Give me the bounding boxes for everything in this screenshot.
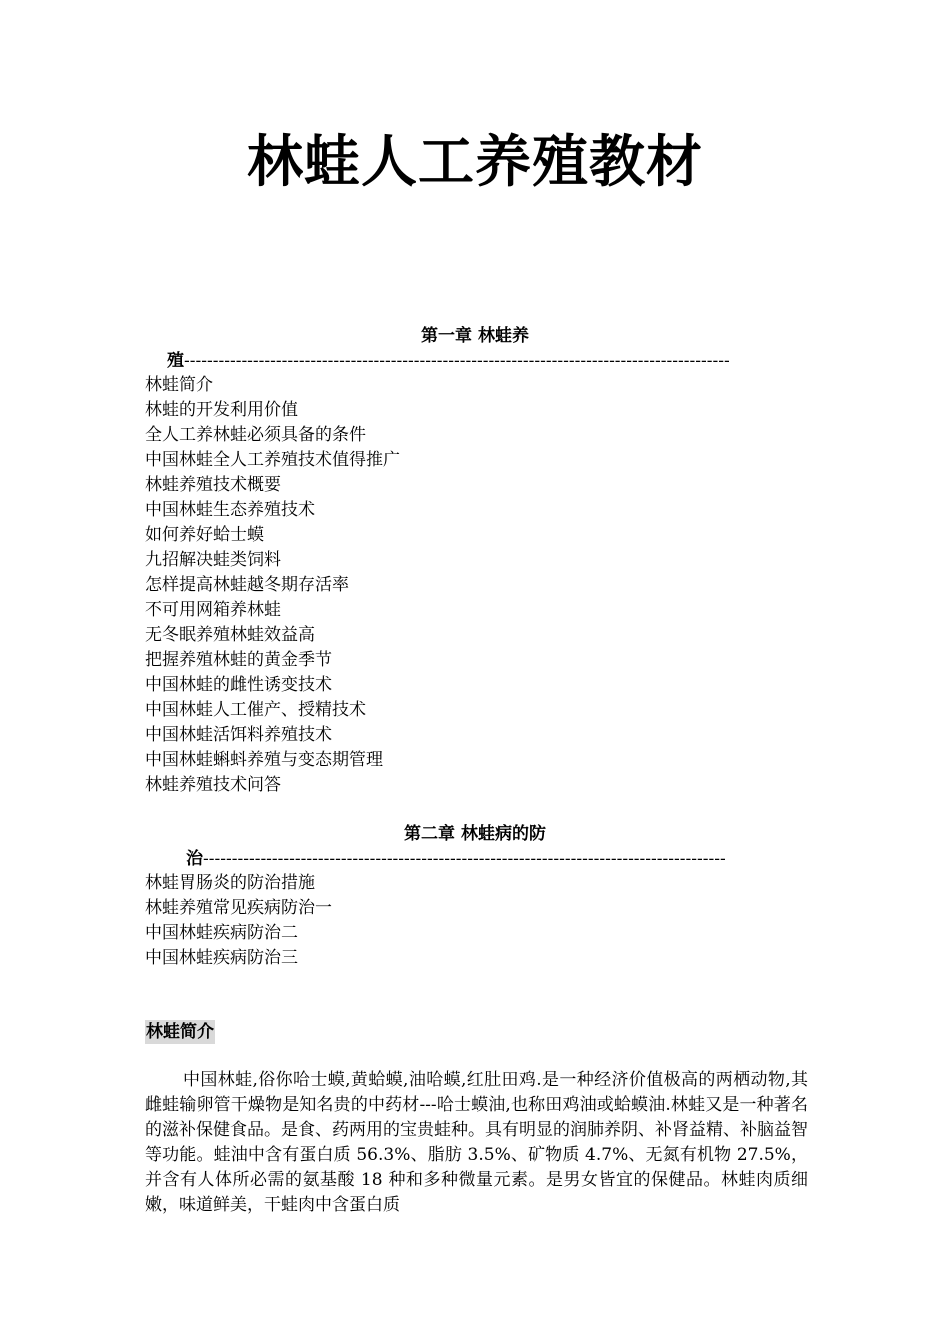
chapter-1-toc	[145, 373, 400, 798]
toc-item[interactable]: 不可用网箱养林蛙	[145, 600, 281, 620]
chapter-1-leader-dashes: -----------------------------------------------------------------------------------------------	[184, 351, 730, 371]
toc-item[interactable]: 如何养好蛤士蟆	[145, 525, 264, 545]
toc-item[interactable]: 九招解决蛙类饲料	[145, 550, 281, 570]
section-paragraph: 中国林蛙,俗你哈士蟆,黄蛤蟆,油哈蟆,红肚田鸡.是一种经济价值极高的两栖动物,其雌蛙输卵管干燥物是知名贵的中药材---哈士蟆油,也称田鸡油或蛤蟆油.林蛙又是一种著名的滋补保健食品。是食、药两用的宝贵蛙种。具有明显的润肺养阴、补肾益精、补脑益智等功能。蛙油中含有蛋白质 56.3%、脂肪 3.5%、矿物质 4.7%、无氮有机物 27.5%，并含有人体所必需的氨基酸 18 种和多种微量元素。是男女皆宜的保健品。林蛙肉质细嫩，味道鲜美，干蛙肉中含蛋白质	[145, 1070, 808, 1215]
toc-item[interactable]: 中国林蛙的雌性诱变技术	[145, 675, 332, 695]
chapter-2-heading: 第二章 林蛙病的防	[404, 824, 546, 844]
chapter-2-heading-continuation	[186, 847, 768, 871]
toc-item[interactable]: 中国林蛙疾病防治三	[145, 948, 298, 968]
document-title: 林蛙人工养殖教材	[247, 129, 703, 195]
toc-item[interactable]: 中国林蛙蝌蚪养殖与变态期管理	[145, 750, 383, 770]
toc-item[interactable]: 林蛙养殖技术概要	[145, 475, 281, 495]
section-title: 林蛙简介	[146, 1022, 214, 1042]
toc-item[interactable]: 中国林蛙疾病防治二	[145, 923, 298, 943]
toc-item[interactable]: 林蛙简介	[145, 375, 213, 395]
toc-item[interactable]: 全人工养林蛙必须具备的条件	[145, 425, 366, 445]
toc-item[interactable]: 林蛙养殖常见疾病防治一	[145, 898, 332, 918]
toc-item[interactable]: 中国林蛙人工催产、授精技术	[145, 700, 366, 720]
toc-item[interactable]: 无冬眠养殖林蛙效益高	[145, 625, 315, 645]
toc-item[interactable]: 林蛙养殖技术问答	[145, 775, 281, 795]
chapter-1-heading: 第一章 林蛙养	[421, 326, 529, 346]
chapter-2-heading-tail: 治	[186, 849, 203, 869]
toc-item[interactable]: 中国林蛙全人工养殖技术值得推广	[145, 450, 400, 470]
chapter-2-leader-dashes: -------------------------------------------------------------------------------------------	[203, 849, 726, 869]
toc-item[interactable]: 中国林蛙活饵料养殖技术	[145, 725, 332, 745]
chapter-2-toc	[145, 871, 332, 971]
toc-item[interactable]: 林蛙的开发利用价值	[145, 400, 298, 420]
toc-item[interactable]: 把握养殖林蛙的黄金季节	[145, 650, 332, 670]
toc-item[interactable]: 怎样提高林蛙越冬期存活率	[145, 575, 349, 595]
toc-item[interactable]: 中国林蛙生态养殖技术	[145, 500, 315, 520]
chapter-1-heading-tail: 殖	[167, 351, 184, 371]
toc-item[interactable]: 林蛙胃肠炎的防治措施	[145, 873, 315, 893]
chapter-1-heading-continuation	[167, 349, 787, 373]
